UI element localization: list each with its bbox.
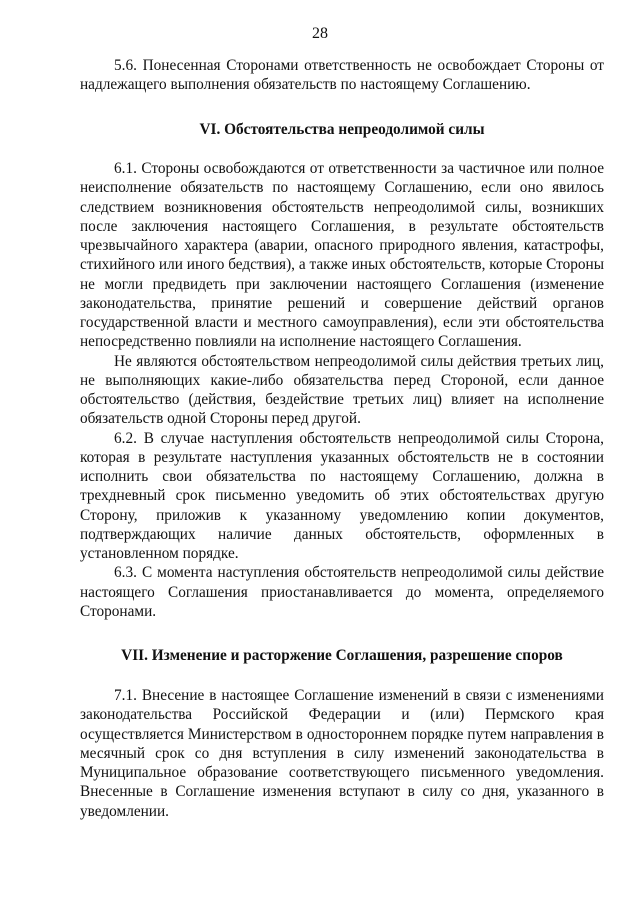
paragraph-5-6: 5.6. Понесенная Сторонами ответственность не освобождает Стороны от надлежащего выполнения обязательств по настоящему Соглашению. xyxy=(80,57,604,93)
document-body xyxy=(80,57,604,821)
page-number: 28 xyxy=(312,25,328,42)
paragraph-6-1-continued: Не являются обстоятельством непреодолимой силы действия третьих лиц, не выполняющих какие-либо обязательства перед Стороной, если данное обстоятельство (действия, бездействие третьих лиц) влияет на исполнение обязательств одной Стороны перед другой. xyxy=(80,352,604,428)
paragraph-6-3: 6.3. С момента наступления обстоятельств непреодолимой силы действие настоящего Соглашения приостанавливается до момента, определяемого Сторонами. xyxy=(80,564,604,620)
paragraph-7-1: 7.1. Внесение в настоящее Соглашение изменений в связи с изменениями законодательства Российской Федерации и (или) Пермского края осуществляется Министерством в одностороннем порядке путем направления в месячный срок со дня вступления в силу изменений законодательства в Муниципальное образование соответствующего письменного уведомления. Внесенные в Соглашение изменения вступают в силу со дня, указанного в уведомлении. xyxy=(80,687,604,820)
paragraph-6-2: 6.2. В случае наступления обстоятельств непреодолимой силы Сторона, которая в результате наступления указанных обстоятельств не в состоянии исполнить свои обязательства по настоящему Соглашению, должна в трехдневный срок письменно уведомить об этих обстоятельствах другую Сторону, приложив к указанному уведомлению копии документов, подтверждающих наличие данных обстоятельств, оформленных в установленном порядке. xyxy=(80,429,604,563)
section-heading-7: VII. Изменение и расторжение Соглашения, разрешение споров xyxy=(121,647,563,665)
section-heading-6: VI. Обстоятельства непреодолимой силы xyxy=(199,121,485,139)
paragraph-6-1: 6.1. Стороны освобождаются от ответственности за частичное или полное неисполнение обязательств по настоящему Соглашению, если оно явилось следствием возникновения обстоятельств непреодолимой силы, возникших после заключения настоящего Соглашения, в результате обстоятельств чрезвычайного характера (аварии, опасного природного явления, катастрофы, стихийного или иного бедствия), а также иных обстоятельств, которые Стороны не могли предвидеть при заключении настоящего Соглашения (изменение законодательства, принятие решений и совершение действий органов государственной власти и местного самоуправления), если эти обстоятельства непосредственно повлияли на исполнение настоящего Соглашения. xyxy=(80,160,604,351)
